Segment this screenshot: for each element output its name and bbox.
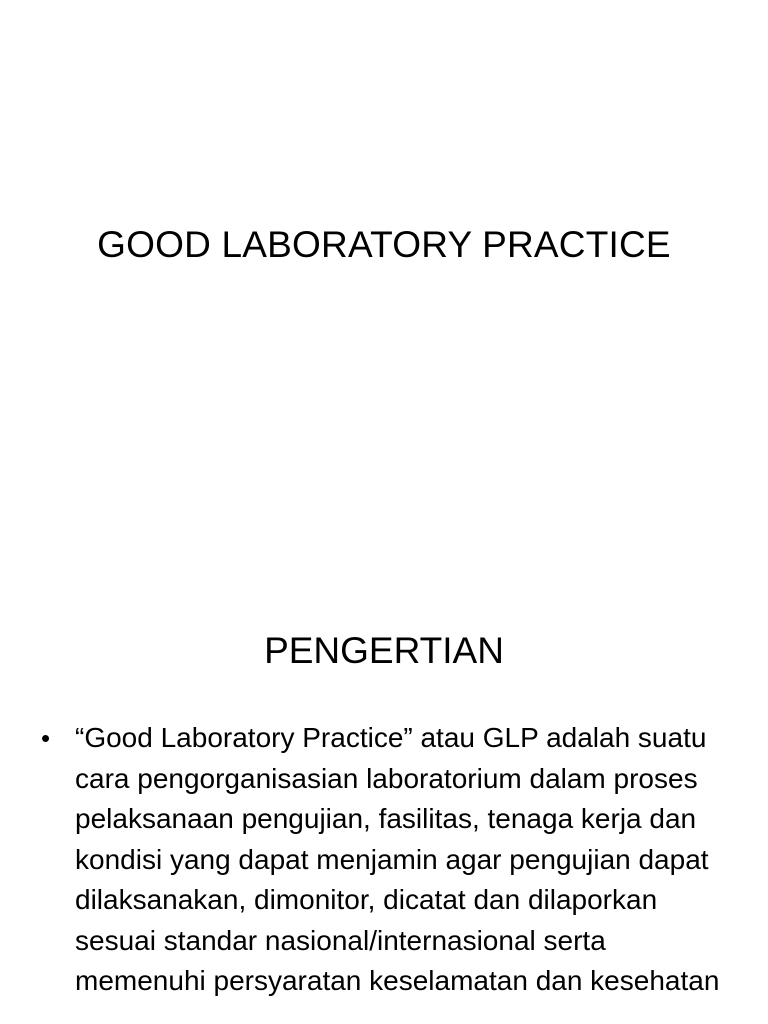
bullet-item — [0, 718, 768, 1002]
slide-pengertian-heading: PENGERTIAN — [264, 630, 504, 671]
bullet-list — [0, 718, 768, 1002]
bullet-marker: • — [41, 723, 51, 753]
bullet-text: “Good Laboratory Practice” atau GLP adalah suatu cara pengorganisasian laboratorium dalam proses pelaksanaan pengujian, fasilitas, tenaga kerja dan kondisi yang dapat menjamin agar pengujian dapat dilaksanakan, dimonitor, dicatat dan dilaporkan sesuai standar nasional/internasional serta memenuhi persyaratan keselamatan dan kesehatan — [75, 722, 720, 996]
slide-title-heading: GOOD LABORATORY PRACTICE — [97, 224, 671, 265]
slide-pengertian — [0, 576, 768, 1024]
